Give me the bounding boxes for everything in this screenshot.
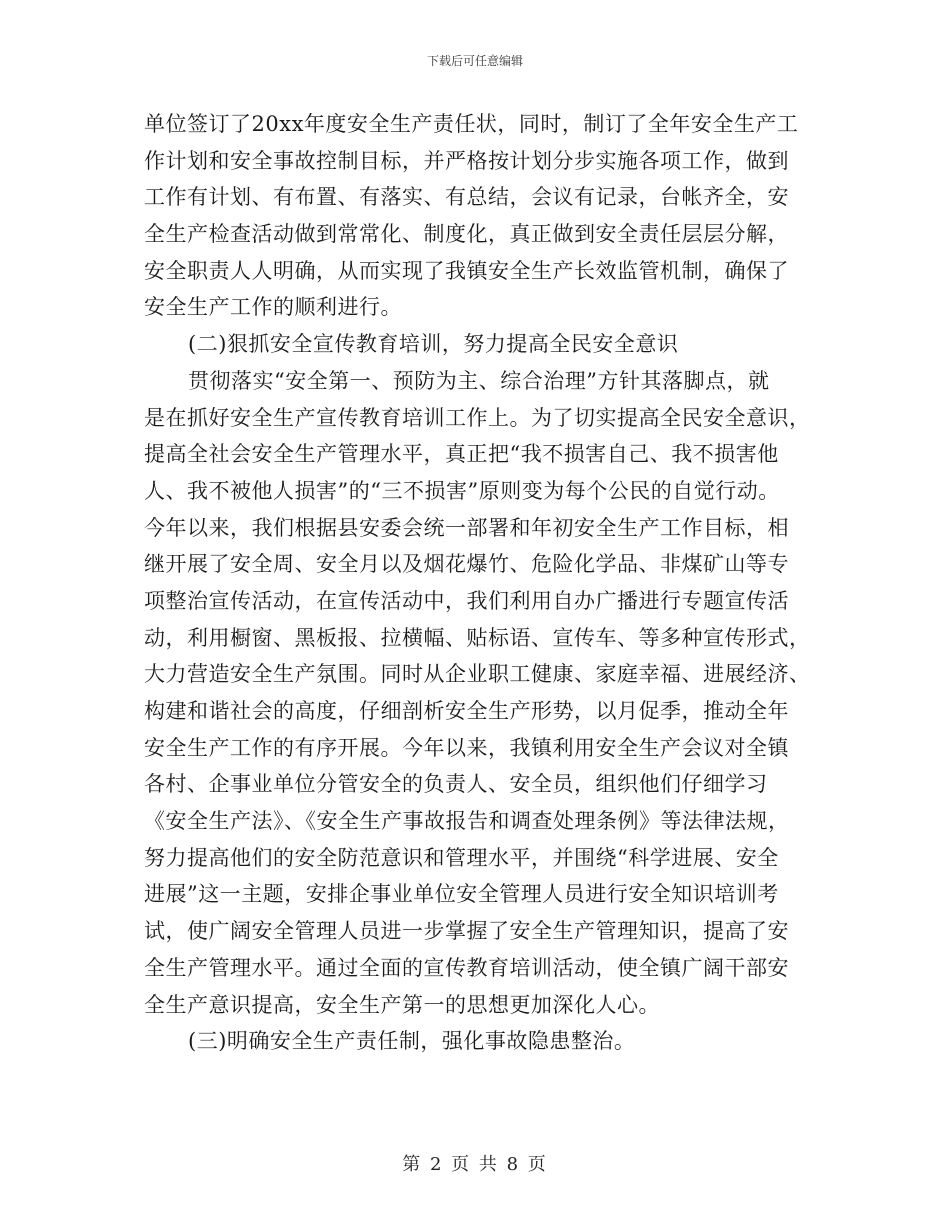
body-line: 动，利用橱窗、黑板报、拉横幅、贴标语、宣传车、等多种宣传形式， [144, 625, 811, 650]
body-line: 安全生产工作的有序开展。今年以来，我镇利用安全生产会议对全镇 [144, 735, 789, 760]
body-line: 全生产管理水平。通过全面的宣传教育培训活动，使全镇广阔干部安 [144, 955, 789, 980]
paragraph-start-line: 贯彻落实“安全第一、预防为主、综合治理”方针其落脚点，就 [188, 368, 770, 393]
body-line: 是在抓好安全生产宣传教育培训工作上。为了切实提高全民安全意识， [144, 405, 811, 430]
body-line: 作计划和安全事故控制目标，并严格按计划分步实施各项工作，做到 [144, 148, 789, 173]
body-line: 今年以来，我们根据县安委会统一部署和年初安全生产工作目标，相 [144, 515, 789, 540]
section-heading: (二)狠抓安全宣传教育培训，努力提高全民安全意识 [188, 332, 679, 357]
section-heading: (三)明确安全生产责任制，强化事故隐患整治。 [188, 1029, 636, 1054]
body-line: 全生产检查活动做到常常化、制度化，真正做到安全责任层层分解， [144, 222, 789, 247]
body-line: 大力营造安全生产氛围。同时从企业职工健康、家庭幸福、进展经济、 [144, 662, 811, 687]
body-line: 构建和谐社会的高度，仔细剖析安全生产形势，以月促季，推动全年 [144, 699, 789, 723]
body-line: 项整治宣传活动，在宣传活动中，我们利用自办广播进行专题宣传活 [144, 588, 789, 613]
body-line: 安全职责人人明确，从而实现了我镇安全生产长效监管机制，确保了 [144, 258, 789, 283]
body-line: 人、我不被他人损害”的“三不损害”原则变为每个公民的自觉行动。 [144, 478, 780, 503]
body-line: 《安全生产法》、《安全生产事故报告和调查处理条例》等法律法规， [144, 809, 790, 834]
document-body [144, 106, 811, 1060]
body-line: 全生产意识提高，安全生产第一的思想更加深化人心。 [144, 992, 660, 1017]
header-note: 下载后可任意编辑 [426, 54, 523, 68]
body-line: 安全生产工作的顺利进行。 [144, 295, 402, 320]
body-line: 努力提高他们的安全防范意识和管理水平，并围绕“科学进展、安全 [144, 845, 779, 870]
body-line: 提高全社会安全生产管理水平，真正把“我不损害自己、我不损害他 [144, 442, 779, 467]
body-line: 各村、企事业单位分管安全的负责人、安全员，组织他们仔细学习 [144, 772, 768, 797]
body-line: 试，使广阔安全管理人员进一步掌握了安全生产管理知识，提高了安 [144, 919, 789, 944]
body-line: 工作有计划、有布置、有落实、有总结，会议有记录，台帐齐全，安 [144, 185, 789, 210]
body-line: 进展”这一主题，安排企事业单位安全管理人员进行安全知识培训考 [144, 882, 779, 907]
body-line: 继开展了安全周、安全月以及烟花爆竹、危险化学品、非煤矿山等专 [144, 552, 789, 577]
body-line: 单位签订了20xx年度安全生产责任状，同时，制订了全年安全生产工 [144, 112, 799, 136]
page-footer: 第 2 页 共 8 页 [402, 1154, 548, 1175]
